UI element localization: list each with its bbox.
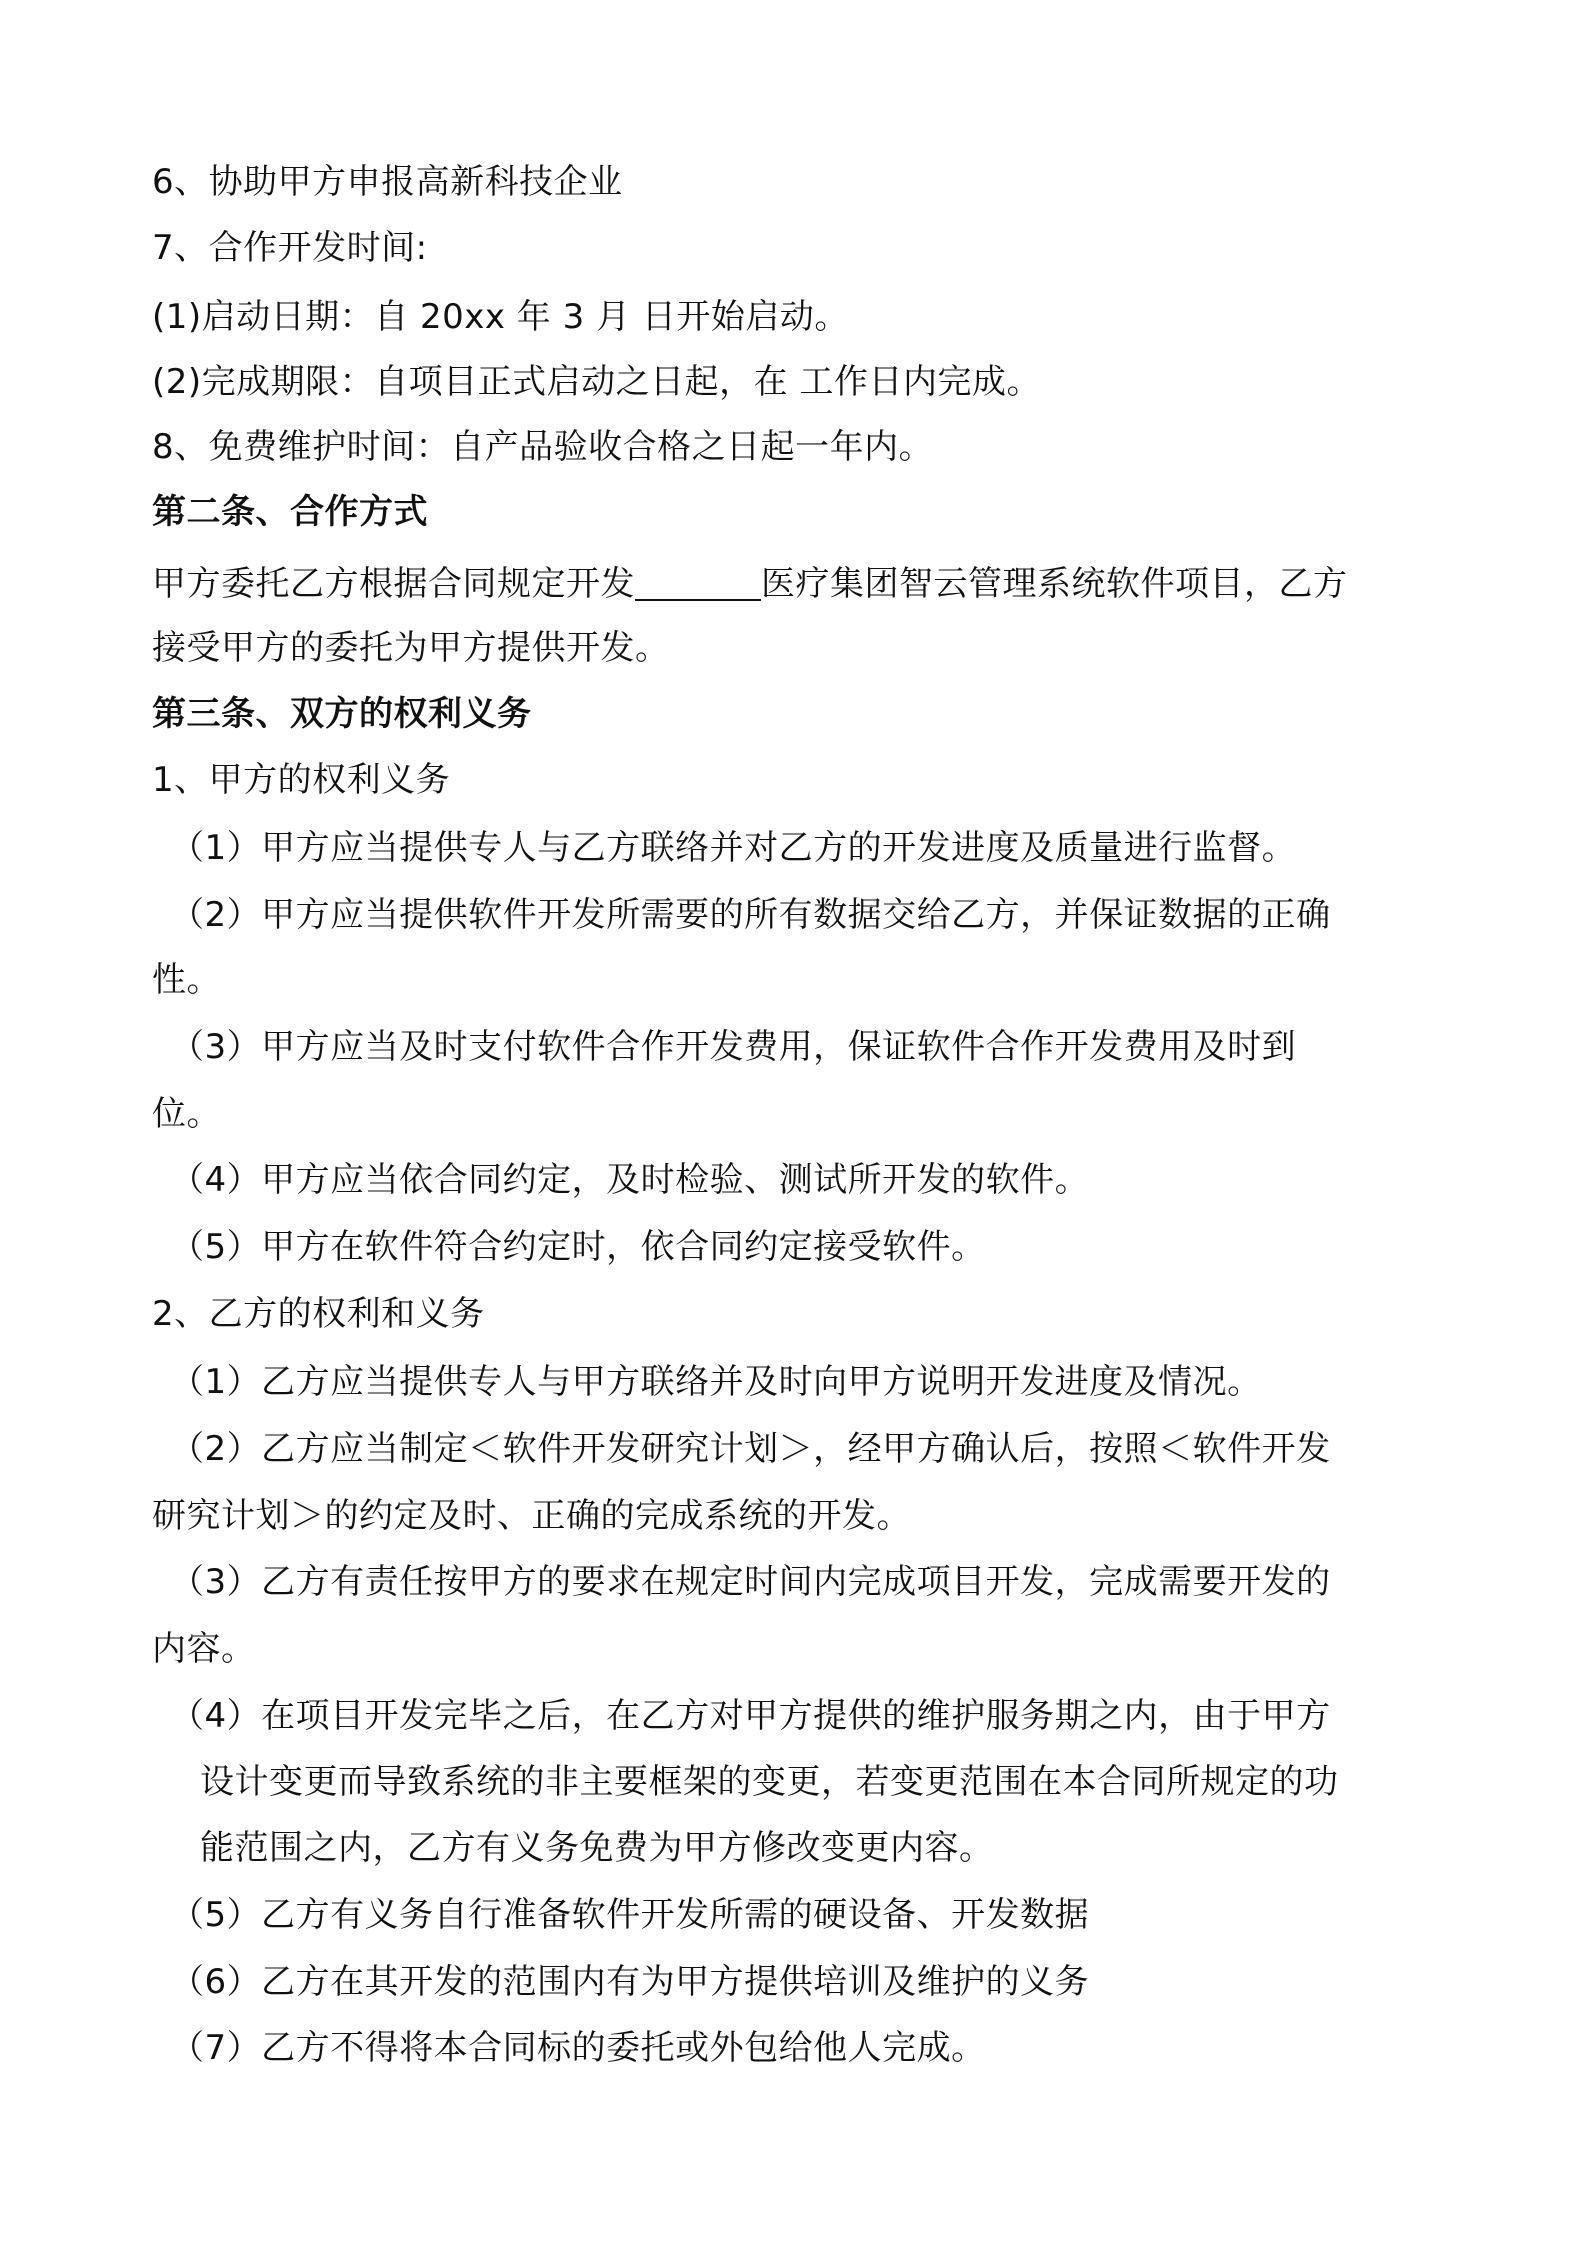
section-heading-2: 第二条、合作方式 [152, 492, 428, 532]
party-a-item-5: （5）甲方在软件符合约定时，依合同约定接受软件。 [170, 1227, 986, 1267]
party-a-item-4: （4）甲方应当依合同约定，及时检验、测试所开发的软件。 [170, 1160, 1090, 1200]
party-a-item-3-cont: 位。 [152, 1094, 221, 1134]
party-b-item-4-cont-2: 能范围之内，乙方有义务免费为甲方修改变更内容。 [200, 1828, 994, 1868]
party-a-item-3: （3）甲方应当及时支付软件合作开发费用，保证软件合作开发费用及时到 [170, 1027, 1297, 1067]
party-b-item-5: （5）乙方有义务自行准备软件开发所需的硬设备、开发数据 [170, 1895, 1090, 1935]
deadline-line: (2)完成期限：自项目正式启动之日起，在 工作日内完成。 [152, 362, 1041, 402]
party-b-item-6: （6）乙方在其开发的范围内有为甲方提供培训及维护的义务 [170, 1962, 1090, 2002]
party-b-item-4: （4）在项目开发完毕之后，在乙方对甲方提供的维护服务期之内，由于甲方 [170, 1696, 1331, 1736]
party-a-item-2: （2）甲方应当提供软件开发所需要的所有数据交给乙方，并保证数据的正确 [170, 895, 1331, 935]
party-b-item-2-cont: 研究计划＞的约定及时、正确的完成系统的开发。 [152, 1496, 911, 1536]
paragraph-text-after-blank: 医疗集团智云管理系统软件项目，乙方 [761, 564, 1348, 604]
party-b-item-4-cont-1: 设计变更而导致系统的非主要框架的变更，若变更范围在本合同所规定的功 [200, 1762, 1339, 1802]
party-a-item-1: （1）甲方应当提供专人与乙方联络并对乙方的开发进度及质量进行监督。 [170, 828, 1297, 868]
paragraph-text-before-blank: 甲方委托乙方根据合同规定开发 [152, 564, 635, 604]
party-a-item-2-cont: 性。 [152, 960, 221, 1000]
cooperation-paragraph-line-2: 接受甲方的委托为甲方提供开发。 [152, 628, 670, 668]
section-heading-3: 第三条、双方的权利义务 [152, 694, 532, 734]
party-a-subheading: 1、甲方的权利义务 [152, 760, 451, 800]
fill-in-blank [635, 569, 761, 601]
party-b-item-1: （1）乙方应当提供专人与甲方联络并及时向甲方说明开发进度及情况。 [170, 1362, 1262, 1402]
party-b-item-7: （7）乙方不得将本合同标的委托或外包给他人完成。 [170, 2028, 986, 2068]
party-b-subheading: 2、乙方的权利和义务 [152, 1294, 485, 1334]
party-b-item-2: （2）乙方应当制定＜软件开发研究计划＞，经甲方确认后，按照＜软件开发 [170, 1429, 1331, 1469]
clause-item-8: 8、免费维护时间：自产品验收合格之日起一年内。 [152, 427, 934, 467]
cooperation-paragraph-line-1 [152, 562, 1348, 606]
start-date-line: (1)启动日期：自 20xx 年 3 月 日开始启动。 [152, 297, 849, 337]
clause-item-7: 7、合作开发时间: [152, 228, 428, 268]
party-b-item-3: （3）乙方有责任按甲方的要求在规定时间内完成项目开发，完成需要开发的 [170, 1562, 1331, 1602]
party-b-item-3-cont: 内容。 [152, 1629, 256, 1669]
clause-item-6: 6、协助甲方申报高新科技企业 [152, 162, 623, 202]
